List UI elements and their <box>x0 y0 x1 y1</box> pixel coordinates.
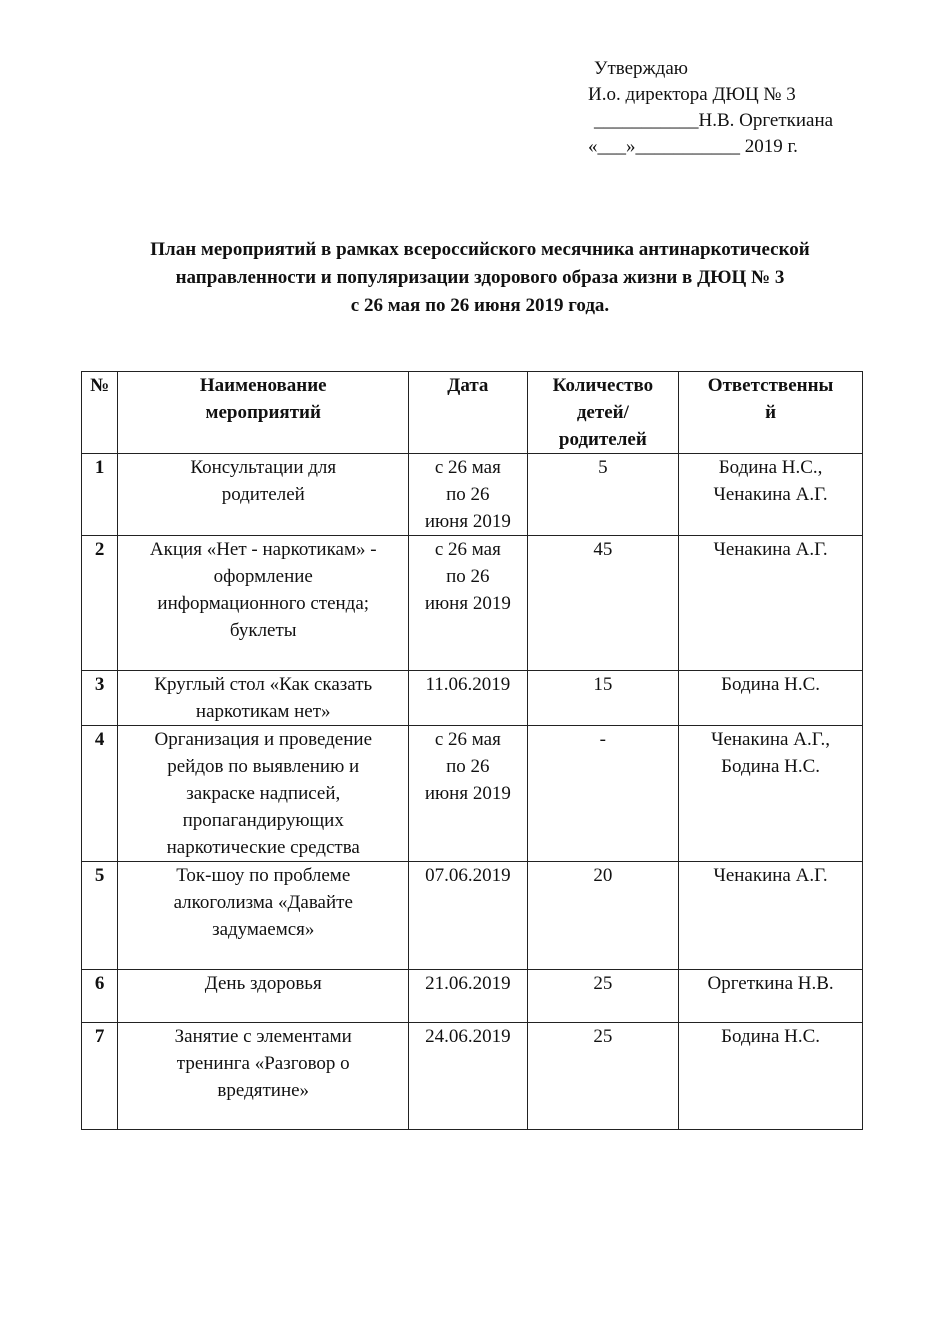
approval-signature-line: ___________Н.В. Оргеткиана <box>594 110 834 131</box>
approval-heading: Утверждаю <box>594 58 688 79</box>
cell-date: с 26 мая по 26 июня 2019 <box>409 454 527 536</box>
document-title <box>60 236 900 320</box>
cell-date: 11.06.2019 <box>409 671 527 726</box>
cell-responsible: Ченакина А.Г., Бодина Н.С. <box>679 726 863 862</box>
title-line-3: с 26 мая по 26 июня 2019 года. <box>350 295 610 316</box>
table-row <box>82 970 863 1023</box>
cell-qty: 25 <box>527 1023 679 1130</box>
cell-name: Консультации для родителей <box>118 454 409 536</box>
cell-num: 6 <box>82 970 118 1023</box>
cell-name: Акция «Нет - наркотикам» - оформление информационного стенда; буклеты <box>118 536 409 671</box>
header-date: Дата <box>409 372 527 454</box>
header-qty: Количество детей/ родителей <box>527 372 679 454</box>
table-row <box>82 454 863 536</box>
cell-qty: - <box>527 726 679 862</box>
header-num: № <box>82 372 118 454</box>
cell-name: Ток-шоу по проблеме алкоголизма «Давайте задумаемся» <box>118 862 409 970</box>
approval-block <box>588 56 928 160</box>
cell-date: 24.06.2019 <box>409 1023 527 1130</box>
cell-responsible: Бодина Н.С. <box>679 671 863 726</box>
cell-responsible: Оргеткина Н.В. <box>679 970 863 1023</box>
cell-date: с 26 мая по 26 июня 2019 <box>409 726 527 862</box>
cell-num: 1 <box>82 454 118 536</box>
cell-qty: 20 <box>527 862 679 970</box>
table-row <box>82 726 863 862</box>
cell-num: 2 <box>82 536 118 671</box>
cell-qty: 45 <box>527 536 679 671</box>
cell-responsible: Бодина Н.С., Ченакина А.Г. <box>679 454 863 536</box>
events-table <box>81 371 863 1130</box>
cell-responsible: Ченакина А.Г. <box>679 862 863 970</box>
table-row <box>82 862 863 970</box>
cell-name: Занятие с элементами тренинга «Разговор о вредятине» <box>118 1023 409 1130</box>
cell-qty: 5 <box>527 454 679 536</box>
cell-date: 07.06.2019 <box>409 862 527 970</box>
cell-name: День здоровья <box>118 970 409 1023</box>
approval-position: И.о. директора ДЮЦ № 3 <box>588 84 796 105</box>
cell-date: с 26 мая по 26 июня 2019 <box>409 536 527 671</box>
cell-responsible: Бодина Н.С. <box>679 1023 863 1130</box>
table-row <box>82 1023 863 1130</box>
cell-num: 5 <box>82 862 118 970</box>
header-responsible: Ответственны й <box>679 372 863 454</box>
table-header-row <box>82 372 863 454</box>
header-name: Наименование мероприятий <box>118 372 409 454</box>
table-row <box>82 536 863 671</box>
title-line-2: направленности и популяризации здорового образа жизни в ДЮЦ № 3 <box>175 267 785 288</box>
cell-qty: 15 <box>527 671 679 726</box>
title-line-1: План мероприятий в рамках всероссийского месячника антинаркотической <box>150 239 810 260</box>
cell-responsible: Ченакина А.Г. <box>679 536 863 671</box>
table-row <box>82 671 863 726</box>
cell-name: Организация и проведение рейдов по выявлению и закраске надписей, пропагандирующих наркотические средства <box>118 726 409 862</box>
cell-qty: 25 <box>527 970 679 1023</box>
cell-date: 21.06.2019 <box>409 970 527 1023</box>
cell-num: 4 <box>82 726 118 862</box>
cell-num: 3 <box>82 671 118 726</box>
cell-name: Круглый стол «Как сказать наркотикам нет» <box>118 671 409 726</box>
cell-num: 7 <box>82 1023 118 1130</box>
approval-date-line: «___»___________ 2019 г. <box>588 136 798 157</box>
